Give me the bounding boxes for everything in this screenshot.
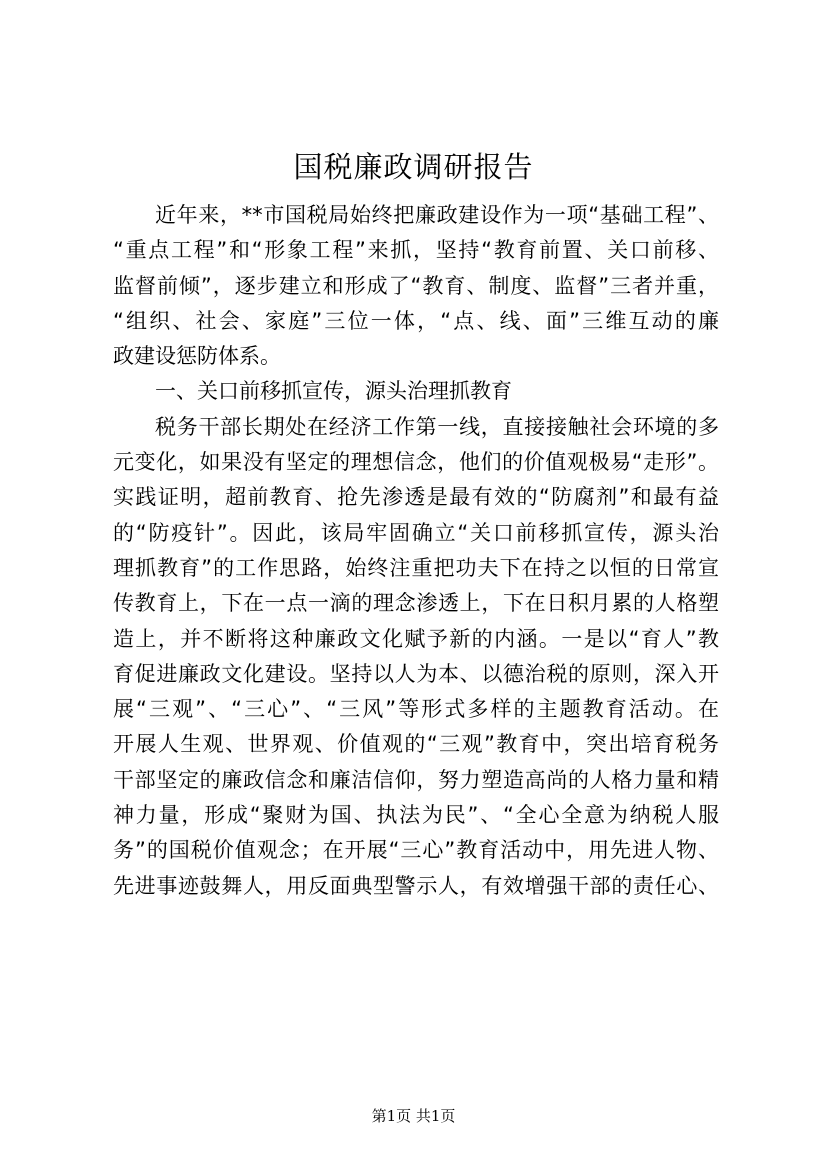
paragraph-line: 神力量，形成“聚财为国、执法为民”、“全心全意为纳税人服 bbox=[113, 803, 719, 828]
paragraph-line: 政建设惩防体系。 bbox=[113, 344, 281, 369]
paragraph-line: 理抓教育”的工作思路，始终注重把功夫下在持之以恒的日常宣 bbox=[113, 555, 719, 580]
paragraph-line: 近年来，**市国税局始终把廉政建设作为一项“基础工程”、 bbox=[155, 203, 719, 227]
paragraph-line: 的“防疫针”。因此，该局牢固确立“关口前移抓宣传，源头治 bbox=[113, 520, 719, 545]
page-footer: 第1页 共1页 bbox=[371, 1107, 456, 1125]
paragraph-line: 实践证明，超前教育、抢先渗透是最有效的“防腐剂”和最有益 bbox=[113, 485, 719, 510]
paragraph-line: 监督前倾”，逐步建立和形成了“教育、制度、监督”三者并重， bbox=[113, 273, 719, 298]
paragraph-line: 务”的国税价值观念；在开展“三心”教育活动中，用先进人物、 bbox=[113, 838, 719, 863]
paragraph-line: 造上，并不断将这种廉政文化赋予新的内涵。一是以“育人”教 bbox=[113, 626, 719, 651]
paragraph-line: 元变化，如果没有坚定的理想信念，他们的价值观极易“走形”。 bbox=[113, 450, 719, 475]
paragraph-line: 展“三观”、“三心”、“三风”等形式多样的主题教育活动。在 bbox=[113, 697, 719, 722]
paragraph-line: “重点工程”和“形象工程”来抓，坚持“教育前置、关口前移、 bbox=[113, 238, 719, 263]
section-heading: 一、关口前移抓宣传，源头治理抓教育 bbox=[155, 379, 512, 404]
paragraph-line: “组织、社会、家庭”三位一体，“点、线、面”三维互动的廉 bbox=[113, 308, 719, 333]
document-title: 国税廉政调研报告 bbox=[293, 150, 534, 184]
section-paragraph bbox=[113, 410, 719, 904]
paragraph-line: 税务干部长期处在经济工作第一线，直接接触社会环境的多 bbox=[155, 414, 719, 439]
paragraph-line: 先进事迹鼓舞人，用反面典型警示人，有效增强干部的责任心、 bbox=[113, 873, 719, 898]
paragraph-line: 开展人生观、世界观、价值观的“三观”教育中，突出培育税务 bbox=[113, 732, 719, 757]
paragraph-line: 育促进廉政文化建设。坚持以人为本、以德治税的原则，深入开 bbox=[113, 661, 719, 686]
intro-paragraph bbox=[113, 198, 719, 374]
document-body bbox=[113, 198, 719, 904]
paragraph-line: 干部坚定的廉政信念和廉洁信仰，努力塑造高尚的人格力量和精 bbox=[113, 767, 719, 792]
paragraph-line: 传教育上，下在一点一滴的理念渗透上，下在日积月累的人格塑 bbox=[113, 591, 719, 616]
